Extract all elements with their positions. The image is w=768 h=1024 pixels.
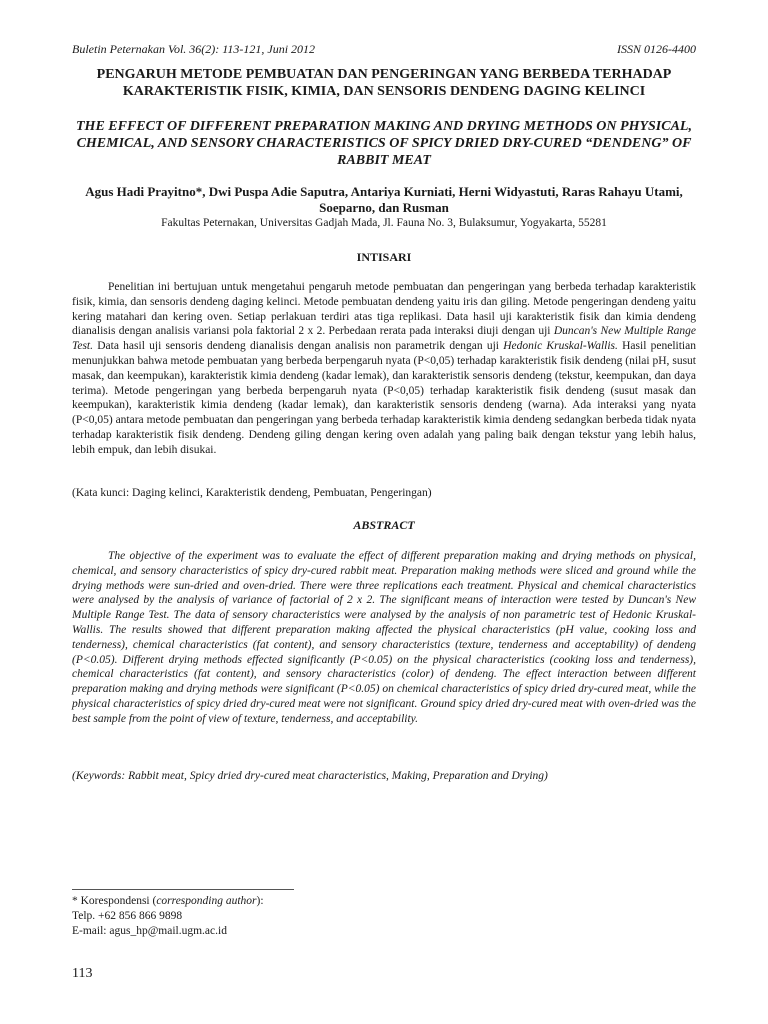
page-number: 113 — [72, 966, 93, 981]
abstract-heading: ABSTRACT — [353, 518, 415, 532]
corresponding-author-emphasis: corresponding author — [156, 895, 257, 907]
intisari-text-2: Data hasil uji sensoris dendeng dianalisis dengan analisis non parametrik dengan uji — [93, 340, 504, 353]
affiliation: Fakultas Peternakan, Universitas Gadjah Mada, Jl. Fauna No. 3, Bulaksumur, Yogyakarta, 55281 — [161, 217, 607, 229]
abstract-keywords: (Keywords: Rabbit meat, Spicy dried dry-cured meat characteristics, Making, Preparation and Drying) — [72, 770, 548, 782]
title-indonesian: PENGARUH METODE PEMBUATAN DAN PENGERINGAN YANG BERBEDA TERHADAP KARAKTERISTIK FISIK, KIMIA, DAN SENSORIS DENDENG DAGING KELINCI — [96, 67, 672, 99]
correspondence-label — [72, 894, 472, 909]
footnote-divider — [72, 889, 294, 890]
correspondence-phone: Telp. +62 856 866 9898 — [72, 910, 183, 922]
footnote — [72, 894, 472, 939]
intisari-text-3: Hasil penelitian menunjukkan bahwa metode pembuatan yang berbeda berpengaruh nyata (P<0,05) terhadap karakteristik fisik dendeng (nilai pH, susut masak, dan keempukan), karakteristik kimia dendeng (kadar lemak), dan karakteristik sensoris dendeng (tekstur, keempukan, dan daya terima). Metode pengeringan yang berbeda berpengaruh nyata (P<0,05) terhadap karakteristik fisik dendeng (susut masak dan keempukan), karakteristik kimia dendeng (kadar lemak), dan karakteristik sensoris dendeng (warna). Ada interaksi yang nyata (P<0,05) antara metode pembuatan dan pengeringan yang berbeda terhadap karakteristik kimia dendeng sedangkan berbeda tidak nyata terhadap karakteristik fisik dendeng. Dendeng giling dengan kering oven adalah yang paling baik dengan tekstur yang lebih halus, lebih empuk, dan lebih disukai. — [72, 340, 696, 456]
author-list: Agus Hadi Prayitno*, Dwi Puspa Adie Saputra, Antariya Kurniati, Herni Widyastuti, Raras Rahayu Utami, Soeparno, dan Rusman — [85, 184, 683, 215]
intisari-paragraph — [72, 280, 696, 458]
intisari-keywords: (Kata kunci: Daging kelinci, Karakteristik dendeng, Pembuatan, Pengeringan) — [72, 487, 432, 499]
correspondence-prefix: * Korespondensi ( — [72, 895, 157, 907]
correspondence-suffix: ): — [256, 895, 264, 907]
intisari-heading: INTISARI — [356, 250, 412, 264]
intisari-emphasis-duncan: Duncan's New Multiple Range Test. — [72, 325, 696, 353]
intisari-text-1: Penelitian ini bertujuan untuk mengetahui pengaruh metode pembuatan dan pengeringan yang berbeda terhadap karakteristik fisik, kimia, dan sensoris dendeng daging kelinci. Metode pembuatan dendeng yaitu iris dan giling. Metode pengeringan dendeng yaitu kering matahari dan kering oven. Setiap perlakuan terdiri atas tiga replikasi. Data hasil uji karakteristik fisik dan kimia dendeng dianalisis dengan analisis variansi pola faktorial 2 x 2. Perbedaan rerata pada interaksi diuji dengan uji — [72, 281, 696, 338]
abstract-paragraph: The objective of the experiment was to evaluate the effect of different preparation making and drying methods on physical, chemical, and sensory characteristics of spicy dry-cured rabbit meat. Preparation making methods were sliced and ground while the drying methods were sun-dried and oven-dried. There were three replications each treatment. Physical and chemical characteristics were analysed by the analysis of variance of factorial of 2 x 2. The significant means of interaction were tested by Duncan's New Multiple Range Test. The data of sensory characteristics were analysed by the analysis of non parametric test of Hedonic Kruskal-Wallis. The results showed that different preparation making affected the physical characteristics (pH value, cooking loss and tenderness), chemical characteristics (fat content), and sensory characteristics (texture, tenderness and acceptability) of dendeng (P<0.05). Different drying methods effected significantly (P<0.05) on the physical characteristics (cooking loss and tenderness), chemical characteristics (fat content), and sensory characteristics (color) of dendeng. The effect interaction between different preparation making and drying methods were significant (P<0.05) on chemical characteristics of spicy dried dry-cured meat, while the physical characteristics of spicy dried dry-cured meat were not significant. Ground spicy dried dry-cured meat with oven-dried was the best sample from the point of view of texture, tenderness, and acceptability. — [72, 550, 696, 725]
issn: ISSN 0126-4400 — [617, 42, 696, 56]
title-english: THE EFFECT OF DIFFERENT PREPARATION MAKING AND DRYING METHODS ON PHYSICAL, CHEMICAL, AND SENSORY CHARACTERISTICS OF SPICY DRIED DRY-CURED “DENDENG” OF RABBIT MEAT — [76, 119, 692, 168]
journal-citation: Buletin Peternakan Vol. 36(2): 113-121, Juni 2012 — [72, 42, 316, 56]
intisari-emphasis-kruskal: Hedonic Kruskal-Wallis. — [503, 340, 618, 353]
correspondence-email: E-mail: agus_hp@mail.ugm.ac.id — [72, 925, 227, 937]
